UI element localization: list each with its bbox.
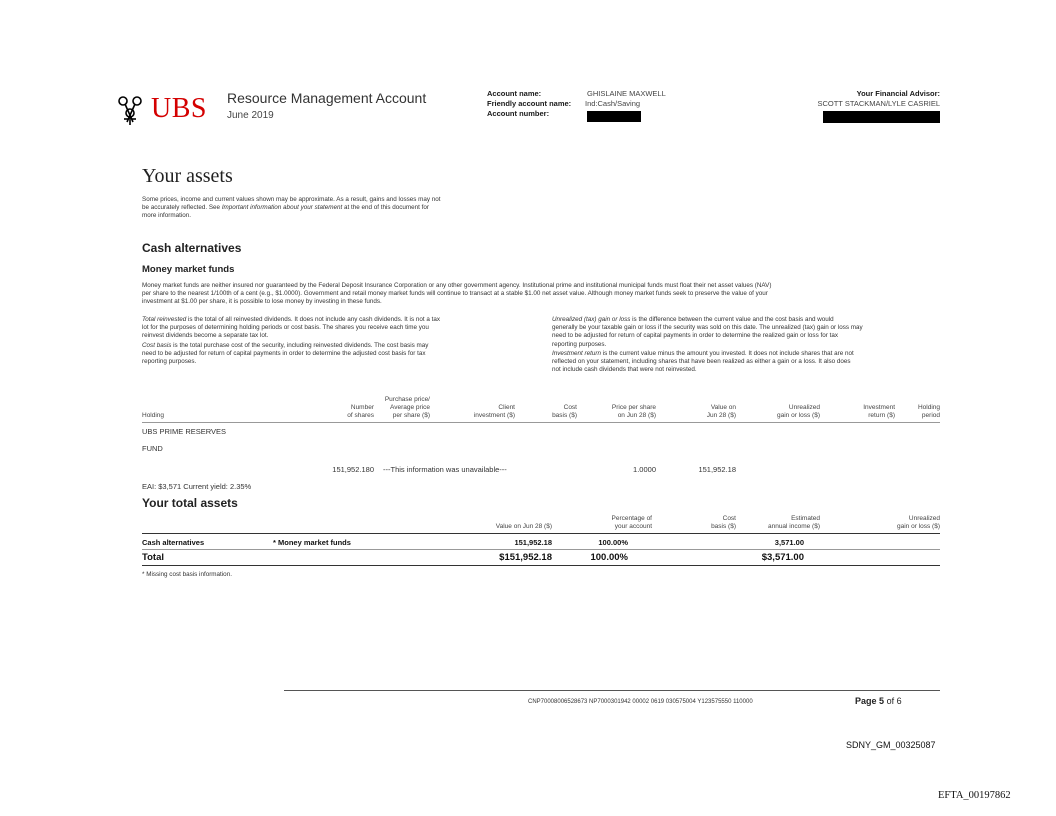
efta-number: EFTA_00197862	[938, 790, 1011, 801]
holding-value: 151,952.18	[698, 465, 736, 474]
advisor-label: Your Financial Advisor:	[856, 89, 940, 98]
document-code: CNP70008006528673 NP7000301942 00002 0619 030575004 Y123575550 110000	[528, 699, 753, 705]
col-cost-basis: Cost basis ($)	[552, 404, 577, 419]
col-holding-period: Holding period	[917, 404, 940, 419]
grand-total-value: $151,952.18	[499, 552, 552, 563]
holding-shares: 151,952.180	[332, 465, 374, 474]
friendly-name-label: Friendly account name:	[487, 99, 572, 108]
total-row-category: Cash alternatives	[142, 538, 205, 547]
page-indicator: Page 5 of 6	[855, 696, 902, 706]
footer-rule	[284, 690, 940, 691]
col-total-value: Value on Jun 28 ($)	[495, 523, 552, 530]
col-investment-return: Investment return ($)	[863, 404, 895, 419]
definitions-right: Unrealized (tax) gain or loss is the difference between the current value and the cost basis and would generally be your taxable gain or loss if the security was sold on this date. The unrealized (tax) gain or loss may need to be adjusted for return of capital payments in order to determine the realized gain or loss for tax reporting purposes. Investment return is the current value minus the amount you invested. It does not include shares that are not reflected on your statement, including shares that have been realized as either a gain or a loss. It also does not include cash dividends that were not reinvested.	[552, 316, 863, 374]
col-holding: Holding	[142, 412, 165, 419]
col-total-percentage: Percentage of your account	[611, 515, 652, 530]
bates-number: SDNY_GM_00325087	[846, 740, 936, 750]
total-row-subcategory: * Money market funds	[273, 538, 351, 547]
grand-total-label: Total	[142, 552, 164, 563]
redacted-account-number	[587, 111, 641, 122]
col-price-per-share: Price per share on Jun 28 ($)	[611, 404, 656, 419]
holding-unavailable-note: ---This information was unavailable---	[383, 465, 507, 474]
logo-wordmark: UBS	[151, 93, 207, 124]
grand-total-rule	[142, 565, 940, 566]
total-header-rule	[142, 533, 940, 534]
total-row-percentage: 100.00%	[598, 538, 628, 547]
col-number-of-shares: Number of shares	[347, 404, 374, 419]
col-unrealized: Unrealized gain or loss ($)	[777, 404, 820, 419]
holding-price-per-share: 1.0000	[633, 465, 656, 474]
total-row-rule	[142, 549, 940, 550]
grand-total-percentage: 100.00%	[590, 552, 628, 563]
statement-date: June 2019	[227, 110, 274, 121]
holding-name-line2: FUND	[142, 444, 163, 453]
col-value-on: Value on Jun 28 ($)	[706, 404, 736, 419]
ubs-logo	[113, 92, 207, 126]
account-title: Resource Management Account	[227, 90, 427, 106]
account-info-labels	[487, 89, 571, 119]
col-client-investment: Client investment ($)	[473, 404, 515, 419]
advisor-name: SCOTT STACKMAN/LYLE CASRIEL	[817, 99, 940, 108]
account-name-label: Account name:	[487, 89, 542, 98]
table-header-rule	[142, 422, 940, 423]
total-assets-heading: Your total assets	[142, 496, 238, 510]
col-total-unrealized: Unrealized gain or loss ($)	[897, 515, 940, 530]
col-purchase-price: Purchase price/ Average price per share ($)	[384, 396, 430, 419]
missing-cost-basis-footnote: * Missing cost basis information.	[142, 571, 232, 578]
section-title-your-assets: Your assets	[142, 165, 233, 187]
mmf-disclaimer: Money market funds are neither insured nor guaranteed by the Federal Deposit Insurance Corporation or any other government agency. Institutional prime and institutional municipal funds must float their net asset values (NAV) per share to the nearest 1/100th of a cent (e.g., $1.0000). Government and retail money market funds will continue to transact at a stable $1.00 net asset value. Although money market funds seek to preserve the value of your investment at $1.00 per share, it is possible to lose money by investing in these funds.	[142, 282, 772, 306]
holding-name-line1: UBS PRIME RESERVES	[142, 427, 227, 436]
grand-total-income: $3,571.00	[761, 552, 804, 563]
assets-intro: Some prices, income and current values shown may be approximate. As a result, gains and losses may not be accurately reflected. See Important information about your statement at the end of this document for more information.	[142, 196, 441, 220]
cash-alternatives-heading: Cash alternatives	[142, 241, 242, 255]
account-name-value: GHISLAINE MAXWELL	[587, 89, 666, 98]
redacted-advisor-info	[823, 111, 940, 123]
account-number-label: Account number:	[487, 109, 550, 118]
total-row-income: 3,571.00	[774, 538, 804, 547]
definitions-left: Total reinvested is the total of all reinvested dividends. It does not include any cash dividends. It is not a tax lot for the purposes of determining holding periods or cost basis. The shares you receive each time you reinvest dividends become a separate tax lot. Cost basis is the total purchase cost of the security, including reinvested dividends. The cost basis may need to be adjusted for return of capital payments in order to determine the adjusted cost basis for tax reporting purposes.	[142, 316, 441, 366]
col-total-cost-basis: Cost basis ($)	[711, 515, 736, 530]
friendly-name-value: Ind:Cash/Saving	[585, 99, 641, 108]
col-total-estimated-income: Estimated annual income ($)	[767, 515, 820, 530]
holding-eai: EAI: $3,571 Current yield: 2.35%	[142, 482, 252, 491]
total-row-value: 151,952.18	[514, 538, 552, 547]
ubs-keys-icon	[113, 92, 147, 126]
money-market-funds-heading: Money market funds	[142, 264, 235, 275]
